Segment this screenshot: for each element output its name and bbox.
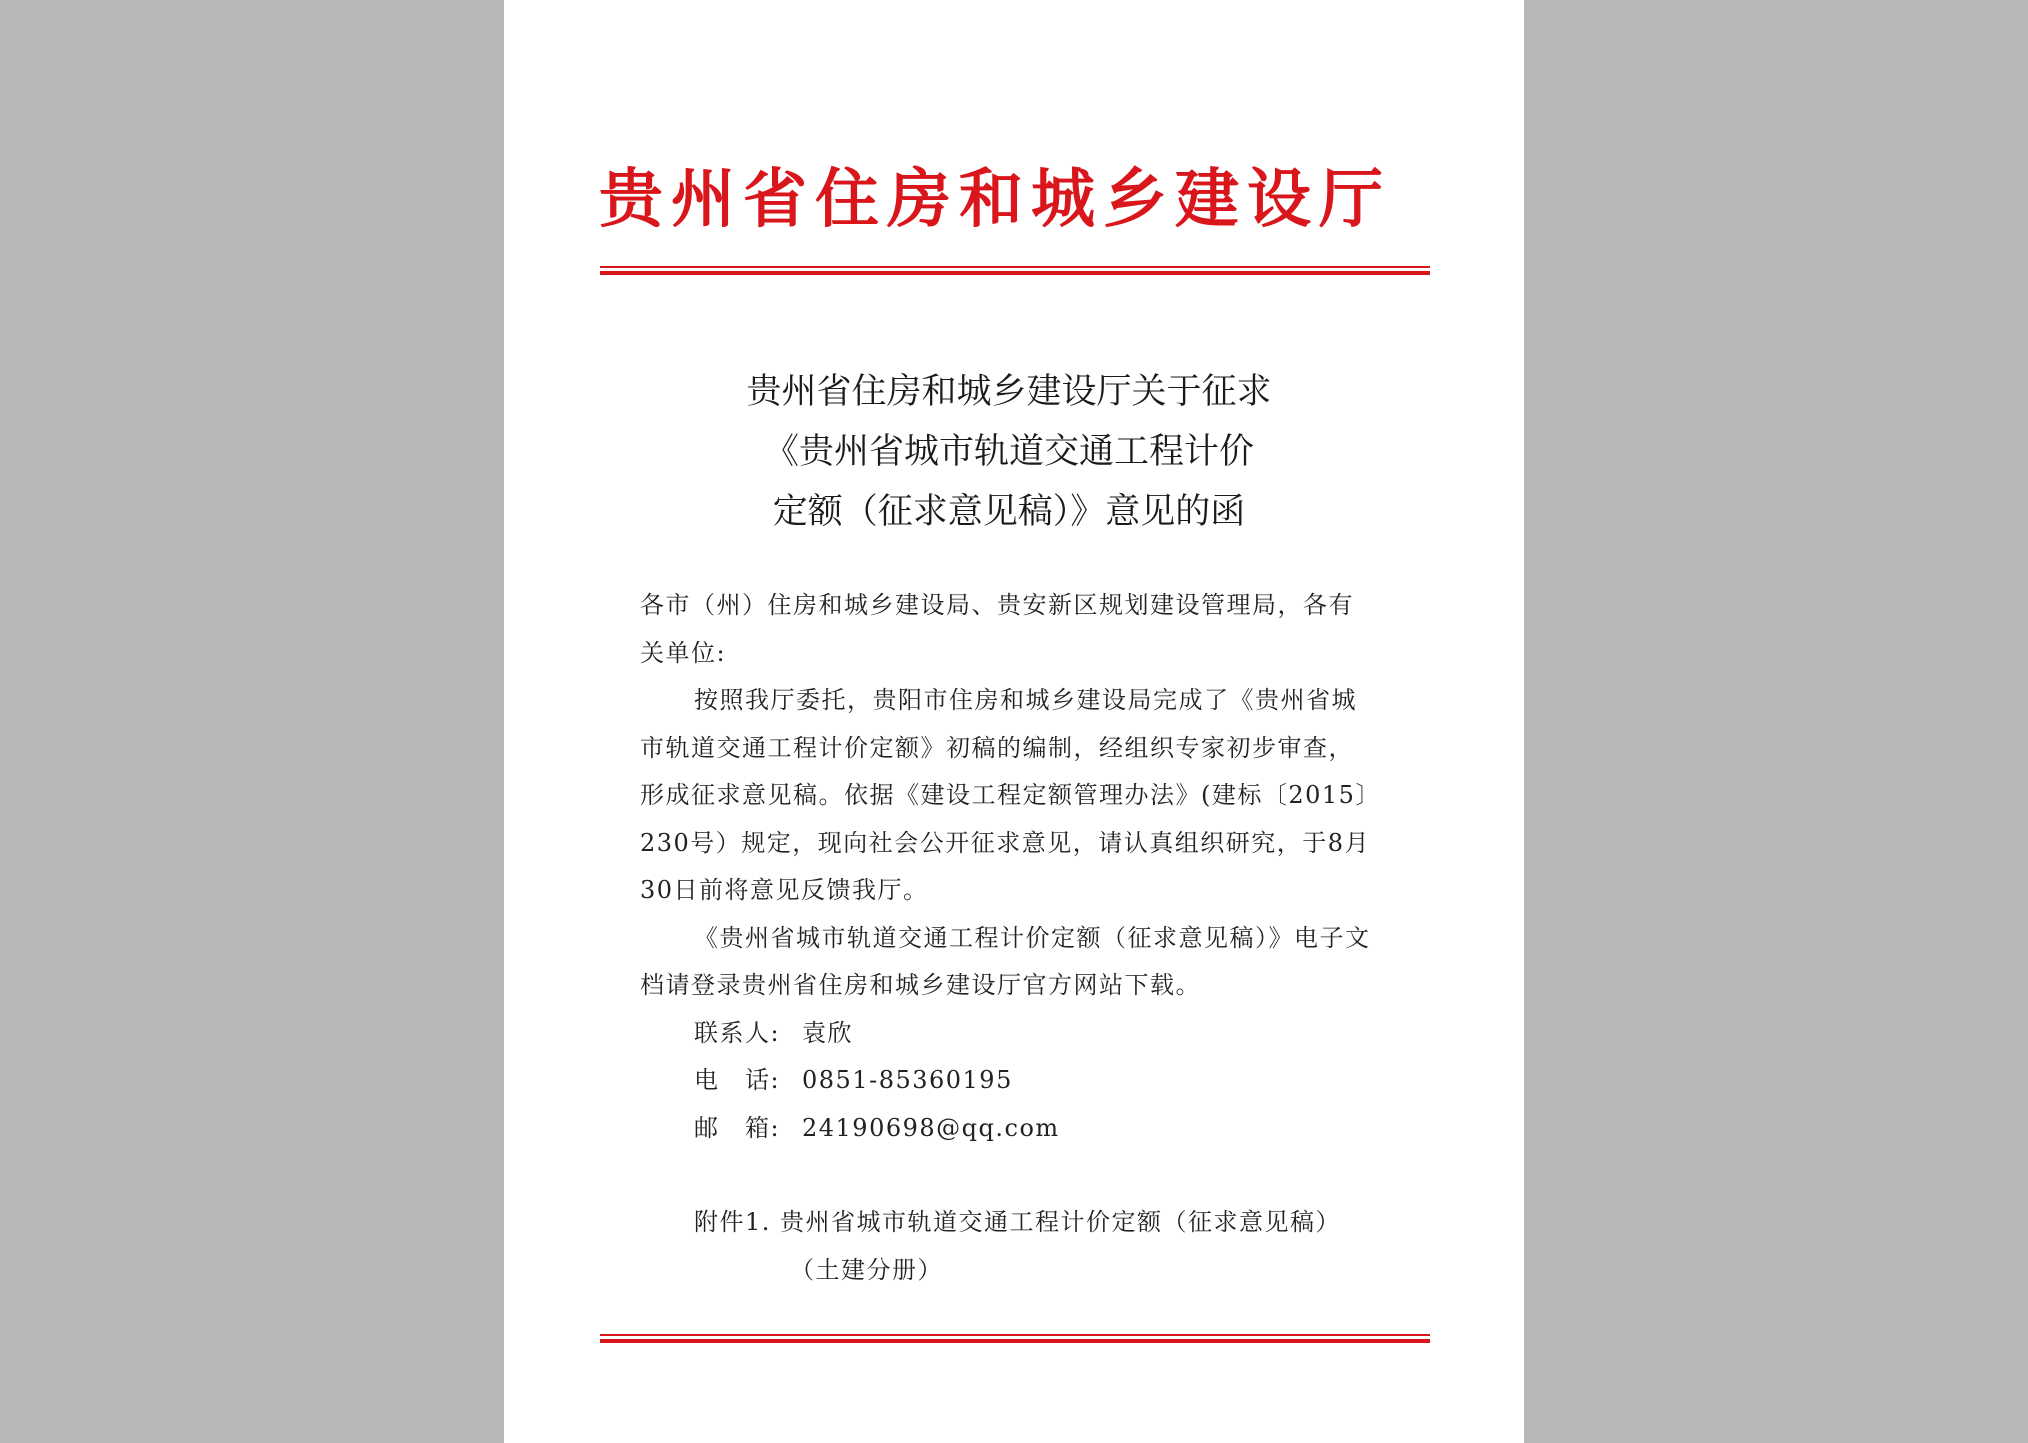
body-line: 各市（州）住房和城乡建设局、贵安新区规划建设管理局，各有: [640, 591, 1354, 619]
attachment-line-2: （土建分册）: [790, 1256, 943, 1284]
body-line: 《贵州省城市轨道交通工程计价定额（征求意见稿）》电子文: [694, 923, 1371, 952]
contact-email-label: 邮 箱:: [694, 1113, 781, 1142]
letter-body: [640, 582, 1410, 1152]
body-line: 30日前将意见反馈我厅。: [640, 876, 929, 904]
title-line-3: 定额（征求意见稿）》意见的函: [772, 492, 1246, 532]
contact-phone-label: 电 话:: [694, 1066, 781, 1094]
contact-email-value: 24190698@qq.com: [802, 1113, 1060, 1142]
contact-person-label: 联系人:: [694, 1018, 781, 1047]
contact-email: [640, 1105, 1410, 1153]
body-line: 230号）规定，现向社会公开征求意见，请认真组织研究，于8月: [640, 828, 1371, 857]
contact-person: [640, 1010, 1410, 1058]
body-line: 档请登录贵州省住房和城乡建设厅官方网站下载。: [640, 971, 1201, 999]
body-line: 按照我厅委托，贵阳市住房和城乡建设局完成了《贵州省城: [694, 686, 1357, 714]
contact-phone-value: 0851-85360195: [802, 1066, 1013, 1094]
document-page: [504, 0, 1524, 1443]
footer-red-rule: [600, 1334, 1430, 1343]
title-line-2: 《贵州省城市轨道交通工程计价: [763, 432, 1254, 472]
body-line: 市轨道交通工程计价定额》初稿的编制，经组织专家初步审查，: [640, 733, 1354, 762]
attachment-line-1: 附件1. 贵州省城市轨道交通工程计价定额（征求意见稿）: [694, 1208, 1342, 1236]
document-title: [504, 362, 1514, 542]
contact-phone: [640, 1057, 1410, 1105]
attachment-note: [694, 1198, 1341, 1294]
contact-person-value: 袁欣: [802, 1018, 853, 1047]
body-line: 形成征求意见稿。依据《建设工程定额管理办法》(建标〔2015〕: [640, 781, 1381, 809]
body-line: 关单位:: [640, 638, 727, 667]
header-red-rule: [600, 266, 1430, 275]
title-line-1: 贵州省住房和城乡建设厅关于征求: [746, 372, 1272, 412]
issuer-header: 贵州省住房和城乡建设厅: [599, 163, 1391, 237]
